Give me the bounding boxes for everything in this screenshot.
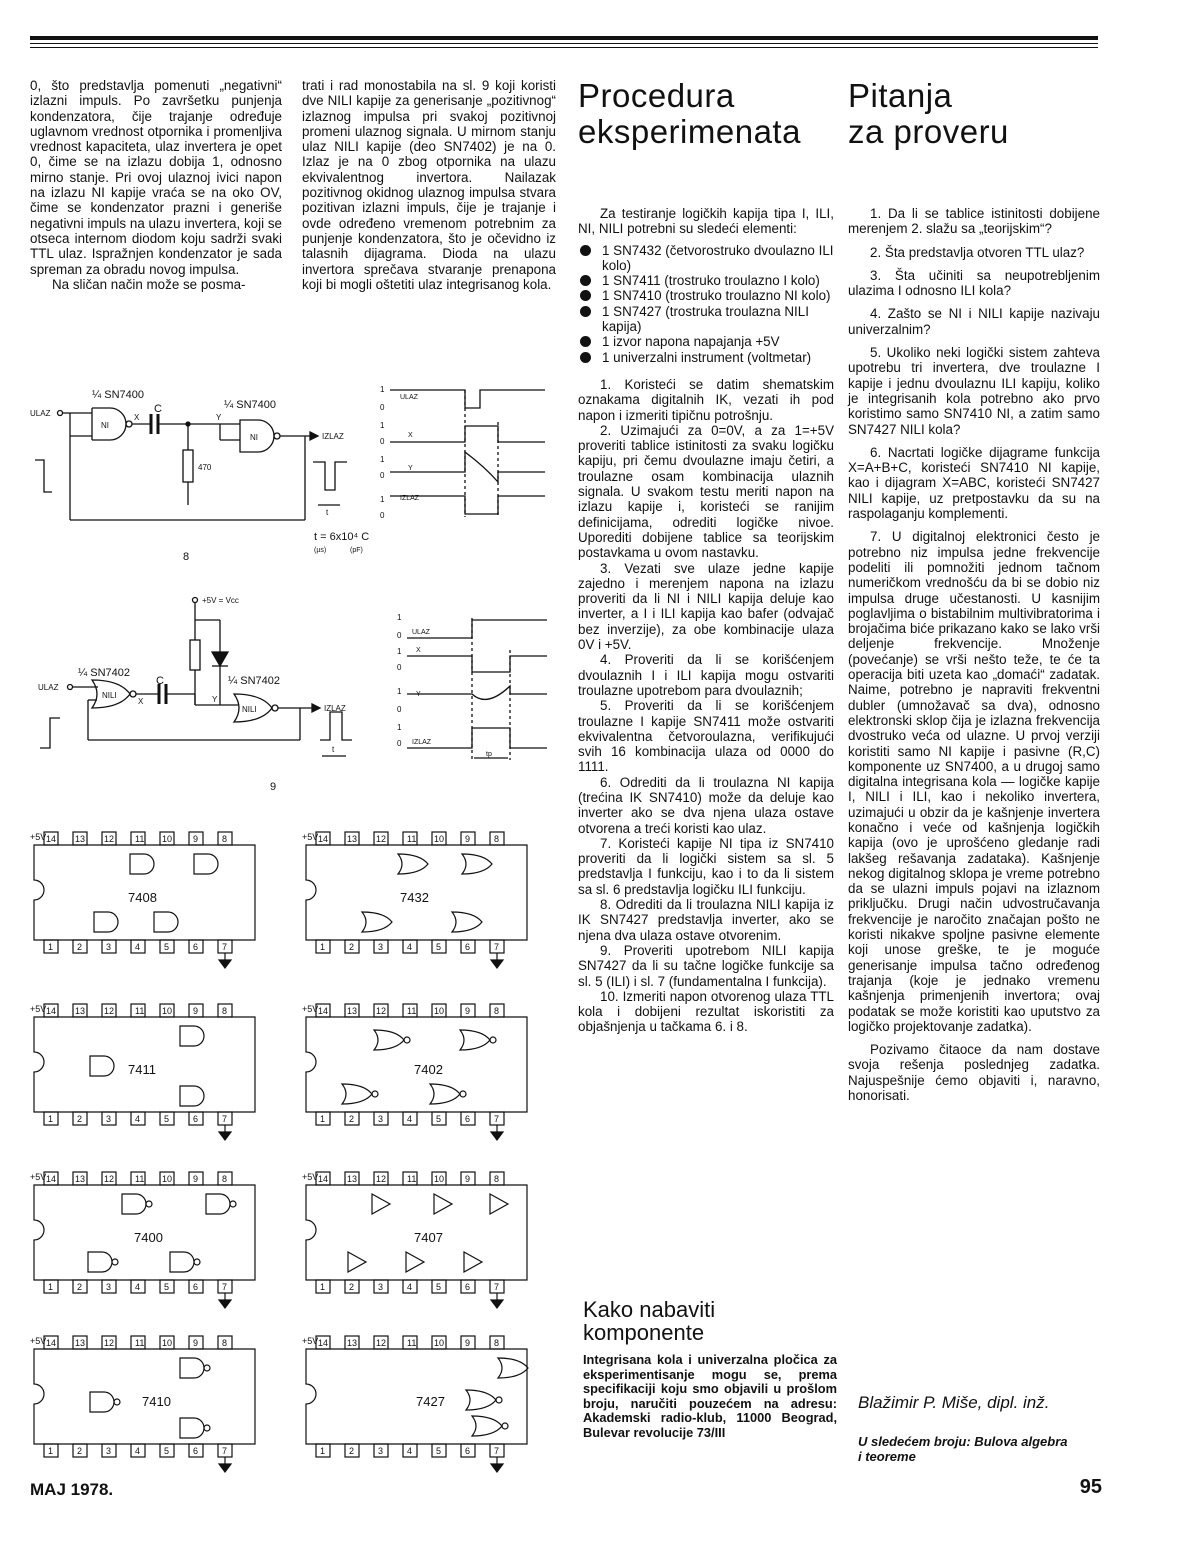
chip-pin: 7 — [222, 1282, 228, 1292]
chip-pin: 12 — [104, 834, 115, 844]
chip-pin: 4 — [135, 1114, 141, 1124]
chip-pin: 3 — [106, 1282, 112, 1292]
chip-pin: 3 — [106, 1114, 112, 1124]
procedure-steps — [578, 377, 834, 1035]
fig8-level: 0 — [380, 403, 385, 412]
chip-pin: 2 — [77, 942, 83, 952]
chip-pin: 10 — [434, 834, 445, 844]
chip-pin: 5 — [164, 1446, 170, 1456]
procedure-step: 3. Vezati sve ulaze jedne kapije zajedno i merenjem napona na izlazu proveriti da li NI i NILI kapija deluje kao inverter, a I i ILI kapija kao bafer (odvajač bez inverzije), za obe kombinacije ulaza 0V i +5V. — [578, 560, 834, 653]
chip-pin: 6 — [465, 1282, 471, 1292]
chip-name: 7407 — [414, 1230, 443, 1245]
chip-pin: 9 — [465, 1338, 471, 1348]
fig9-izlaz-label: IZLAZ — [324, 704, 346, 713]
fig9-level: 0 — [397, 705, 402, 714]
chip-pin: 7 — [494, 942, 500, 952]
chip-pin: 14 — [318, 1338, 329, 1348]
procedure-step: 7. Koristeći kapije NI tipa iz SN7410 proveriti da li logički sistem sa sl. 5 predstavlja I funkciju, kao i to da li sistem sa sl. 6 predstavlja logičku ILI funkciju. — [578, 835, 834, 897]
fig9-vcc-label: +5V = Vcc — [202, 596, 239, 605]
chip-vcc-label: +5V — [30, 832, 47, 842]
figure-8-waveforms — [380, 382, 550, 527]
order-title-line-2: komponente — [583, 1320, 705, 1345]
procedure-title-line-2: eksperimenata — [578, 113, 801, 150]
figure-9-schematic — [30, 590, 390, 795]
chip-pin: 6 — [193, 1114, 199, 1124]
procedure-intro: Za testiranje logičkih kapija tipa I, ILI, NI, NILI potrebni su sledeći elementi: — [578, 206, 834, 237]
procedure-step: 8. Odrediti da li troulazna NILI kapija iz IK SN7427 predstavlja inverter, ako se njena dva ulaza ostave otvorenim. — [578, 897, 834, 943]
fig9-wave-label: Y — [416, 691, 421, 698]
chip-pin: 13 — [347, 1338, 358, 1348]
question-item: 6. Nacrtati logičke dijagrame funkcija X=A+B+C, koristeći SN7410 NI kapije, kao i dijagram X=ABC, koristeći SN7427 NILI kapije, uz pretpostavku da su na raspolaganju komplementi. — [848, 444, 1100, 522]
chip-pin: 7 — [494, 1282, 500, 1292]
chip-pin: 7 — [494, 1446, 500, 1456]
question-item: 3. Šta učiniti sa neupotrebljenim ulazima I odnosno ILI kola? — [848, 267, 1100, 299]
fig8-formula: t = 6x10⁴ C — [314, 531, 370, 543]
fig8-wave-label: ULAZ — [400, 394, 418, 401]
chip-pin: 4 — [407, 1114, 413, 1124]
next-issue-line-1: U sledećem broju: Bulova algebra — [858, 1434, 1068, 1449]
closing-paragraph: Pozivamo čitaoce da nam dostave svoja rešenja poslednjeg zadatka. Najuspešnije ćemo objaviti i, naravno, honorisati. — [848, 1042, 1100, 1104]
next-issue-note — [858, 1434, 1068, 1464]
fig8-gate-label-a: NI — [101, 421, 109, 430]
chip-pin: 14 — [318, 1174, 329, 1184]
question-item: 4. Zašto se NI i NILI kapije nazivaju univerzalnim? — [848, 306, 1100, 337]
chip-vcc-label: +5V — [302, 1336, 319, 1346]
chip-pin: 8 — [494, 1174, 500, 1184]
chip-name: 7410 — [142, 1394, 171, 1409]
order-text: Integrisana kola i univerzalna pločica za eksperimentisanje mogu se, prema specifikaciji koju smo objavili u prošlom broju, naručiti pouzećem na adresu: Akademski radio-klub, 11000 Beograd, Bulevar revolucije 73/III — [583, 1352, 837, 1440]
chip-pin: 10 — [162, 834, 173, 844]
header-rule-thick — [30, 36, 1098, 40]
chip-pin: 8 — [222, 1174, 228, 1184]
procedure-step: 9. Proveriti upotrebom NILI kapija SN7427 da li su tačne logičke funkcije sa sl. 5 (ILI) i sl. 7 (fundamentalna I funkcija). — [578, 942, 834, 989]
fig9-level: 1 — [397, 647, 402, 656]
page-number: 95 — [1079, 1476, 1102, 1498]
chip-pin: 10 — [434, 1006, 445, 1016]
component-item: 1 izvor napona napajanja +5V — [578, 334, 834, 349]
chip-name: 7400 — [134, 1230, 163, 1245]
chip-pin: 11 — [135, 834, 145, 844]
chip-vcc-label: +5V — [30, 1172, 47, 1182]
procedure-step: 6. Odrediti da li troulazna NI kapija (trećina IK SN7410) može da deluje kao inverter ako se dva njena ulaza ostave otvorena a treći koristi kao ulaz. — [578, 774, 834, 836]
chip-pin: 13 — [75, 1338, 86, 1348]
chip-pin: 14 — [318, 834, 329, 844]
question-item: 1. Da li se tablice istinitosti dobijene merenjem 2. slažu sa „teorijskim“? — [848, 206, 1100, 237]
fig8-number: 8 — [183, 551, 190, 563]
chip-pin: 2 — [77, 1282, 83, 1292]
chip-name: 7408 — [128, 890, 157, 905]
chip-pin: 8 — [222, 1006, 228, 1016]
column-1 — [30, 78, 282, 292]
ic-chip-7427 — [302, 1332, 542, 1480]
ic-chip-7411 — [30, 1000, 270, 1148]
chip-pin: 8 — [494, 1338, 500, 1348]
fig8-label-quarter-a: ¼ SN7400 — [92, 389, 144, 401]
chip-pin: 1 — [48, 1114, 54, 1124]
chip-pin: 13 — [347, 834, 358, 844]
chip-pin: 7 — [494, 1114, 500, 1124]
chip-pin: 11 — [407, 1338, 417, 1348]
fig8-level: 1 — [380, 495, 385, 504]
chip-pin: 14 — [46, 1338, 57, 1348]
chip-pin: 2 — [349, 942, 355, 952]
component-item: 1 SN7411 (trostruko troulazno I kolo) — [578, 273, 834, 288]
author-name: Blažimir P. Miše, dipl. inž. — [858, 1393, 1050, 1412]
chip-pin: 9 — [193, 834, 199, 844]
fig8-level: 0 — [380, 437, 385, 446]
fig9-c-label: C — [156, 675, 164, 687]
ic-chip-7432 — [302, 828, 542, 976]
fig9-y-label: Y — [212, 695, 218, 704]
fig9-x-label: X — [138, 697, 144, 706]
ic-chip-7408 — [30, 828, 270, 976]
chip-pin: 6 — [465, 942, 471, 952]
chip-pin: 12 — [376, 1174, 387, 1184]
component-list — [578, 243, 834, 365]
fig9-label-quarter-a: ¼ SN7402 — [78, 667, 130, 679]
chip-vcc-label: +5V — [30, 1336, 47, 1346]
chip-name: 7411 — [128, 1062, 156, 1077]
fig8-level: 0 — [380, 511, 385, 520]
fig9-tp-label: tp — [486, 751, 492, 758]
chip-pin: 4 — [407, 942, 413, 952]
chip-pin: 12 — [104, 1174, 115, 1184]
fig9-ulaz-label: ULAZ — [38, 683, 59, 692]
chip-pin: 11 — [407, 1174, 417, 1184]
ic-chip-7407 — [302, 1168, 542, 1316]
chip-pin: 12 — [376, 1006, 387, 1016]
fig8-unit-pf: (pF) — [350, 547, 363, 554]
chip-pin: 13 — [347, 1006, 358, 1016]
component-item: 1 SN7427 (trostruka troulazna NILI kapija) — [578, 304, 834, 335]
chip-pin: 2 — [349, 1446, 355, 1456]
chip-name: 7427 — [416, 1394, 445, 1409]
ic-chip-7402 — [302, 1000, 542, 1148]
chip-name: 7402 — [414, 1062, 443, 1077]
component-item: 1 univerzalni instrument (voltmetar) — [578, 350, 834, 365]
chip-pin: 9 — [465, 1006, 471, 1016]
chip-pin: 6 — [193, 1282, 199, 1292]
fig9-gate-label-a: NILI — [102, 691, 117, 700]
chip-pin: 3 — [378, 942, 384, 952]
fig8-ulaz-label: ULAZ — [30, 409, 51, 418]
chip-pin: 6 — [193, 942, 199, 952]
fig8-izlaz-label: IZLAZ — [322, 432, 344, 441]
component-item: 1 SN7432 (četvorostruko dvoulazno ILI kolo) — [578, 243, 834, 274]
column-4 — [848, 206, 1100, 1103]
fig8-c-label: C — [154, 403, 162, 415]
chip-pin: 2 — [349, 1114, 355, 1124]
chip-pin: 9 — [193, 1006, 199, 1016]
chip-pin: 2 — [77, 1446, 83, 1456]
chip-pin: 1 — [48, 1282, 54, 1292]
chip-pin: 9 — [465, 834, 471, 844]
fig9-level: 0 — [397, 739, 402, 748]
chip-pin: 13 — [75, 1006, 86, 1016]
question-item: 5. Ukoliko neki logički sistem zahteva upotrebu tri invertera, dve troulazne I kapije i jednu dvoulaznu ILI kapiju, koliko je integrisanih kola potrebno ako prvo koristimo samo SN7410 NI, a zatim samo SN7427 NILI kola? — [848, 345, 1100, 437]
figure-9-waveforms — [392, 610, 552, 765]
chip-pin: 10 — [162, 1174, 173, 1184]
chip-pin: 8 — [494, 834, 500, 844]
fig9-wave-label: X — [416, 647, 421, 654]
fig9-level: 0 — [397, 631, 402, 640]
chip-pin: 4 — [407, 1282, 413, 1292]
chip-pin: 12 — [376, 1338, 387, 1348]
chip-pin: 6 — [193, 1446, 199, 1456]
fig8-level: 0 — [380, 471, 385, 480]
chip-pin: 11 — [407, 834, 417, 844]
fig9-level: 1 — [397, 723, 402, 732]
fig8-wave-label: Y — [408, 465, 413, 472]
questions-title-line-2: za proveru — [848, 113, 1009, 150]
fig8-level: 1 — [380, 455, 385, 464]
chip-vcc-label: +5V — [302, 832, 319, 842]
chip-pin: 1 — [320, 1282, 326, 1292]
chip-pin: 14 — [46, 834, 57, 844]
chip-pin: 7 — [222, 1446, 228, 1456]
fig9-t-label: t — [332, 745, 335, 754]
chip-pin: 10 — [434, 1174, 445, 1184]
fig9-label-quarter-b: ¼ SN7402 — [228, 675, 280, 687]
chip-pin: 5 — [436, 942, 442, 952]
chip-pin: 1 — [48, 942, 54, 952]
header-rule-thin-2 — [30, 47, 1098, 48]
component-item: 1 SN7410 (trostruko troulazno NI kolo) — [578, 288, 834, 303]
order-title-line-1: Kako nabaviti — [583, 1297, 716, 1322]
chip-pin: 1 — [320, 1446, 326, 1456]
chip-pin: 8 — [222, 834, 228, 844]
procedure-step: 2. Uzimajući za 0=0V, a za 1=+5V proveriti tablice istinitosti za svaku logičku kapiju, pri čemu dvoulazne imaju četiri, a troulazne osam kombinacija ulaznih signala. U svakom testu meriti napon na izlazu kapije i, koristeći se ranijim definicijama, odrediti logičke nivoe. Uporediti dobijene tablice sa teorijskim postavkama u ovom nastavku. — [578, 422, 834, 561]
chip-pin: 11 — [135, 1174, 145, 1184]
chip-pin: 9 — [465, 1174, 471, 1184]
chip-pin: 3 — [106, 942, 112, 952]
chip-pin: 12 — [104, 1006, 115, 1016]
chip-name: 7432 — [400, 890, 429, 905]
chip-pin: 3 — [378, 1446, 384, 1456]
chip-vcc-label: +5V — [302, 1004, 319, 1014]
figure-8-schematic — [30, 380, 380, 565]
chip-pin: 12 — [104, 1338, 115, 1348]
fig8-y-label: Y — [216, 413, 222, 422]
chip-pin: 1 — [320, 1114, 326, 1124]
chip-pin: 1 — [320, 942, 326, 952]
next-issue-line-2: i teoreme — [858, 1449, 916, 1464]
col1-paragraph-2: Na sličan način može se posma- — [52, 276, 246, 292]
chip-pin: 10 — [434, 1338, 445, 1348]
fig8-resistor-label: 470 — [198, 463, 212, 472]
chip-pin: 8 — [494, 1006, 500, 1016]
chip-pin: 6 — [465, 1446, 471, 1456]
chip-pin: 6 — [465, 1114, 471, 1124]
header-rule-thin — [30, 43, 1098, 44]
chip-vcc-label: +5V — [30, 1004, 47, 1014]
fig8-label-quarter-b: ¼ SN7400 — [224, 399, 276, 411]
question-item: 2. Šta predstavlja otvoren TTL ulaz? — [870, 244, 1085, 260]
chip-pin: 11 — [135, 1006, 145, 1016]
fig9-gate-label-b: NILI — [242, 705, 257, 714]
chip-pin: 13 — [347, 1174, 358, 1184]
chip-pin: 4 — [135, 1446, 141, 1456]
chip-pin: 5 — [164, 942, 170, 952]
chip-pin: 1 — [48, 1446, 54, 1456]
fig8-level: 1 — [380, 421, 385, 430]
questions-list — [848, 206, 1100, 1034]
chip-pin: 13 — [75, 1174, 86, 1184]
chip-pin: 4 — [135, 942, 141, 952]
ic-chip-7400 — [30, 1168, 270, 1316]
fig8-gate-label-b: NI — [250, 433, 258, 442]
col1-paragraph-1: 0, što predstavlja pomenuti „negativni“ izlazni impuls. Po završetku punjenja kondenzatora, čije trajanje određuje uglavnom vrednost otpornika i promenljiva vrednost kapaciteta, ulaz invertera je opet 0, čime se na izlazu dobija 1, odnosno mirno stanje. Pri ovoj ulaznoj ivici napon na izlazu NI kapije vraća se na oko OV, čime se kondenzator prazni i generiše negativni impuls na ulazu invertera, koji se otseca internom diodom koju sadrži svaki TTL ulaz. Ispražnjen kondenzator je sada spreman za obradu novog impulsa. — [30, 78, 282, 277]
fig8-level: 1 — [380, 385, 385, 394]
fig9-number: 9 — [270, 781, 277, 793]
chip-pin: 14 — [46, 1174, 57, 1184]
chip-pin: 4 — [135, 1282, 141, 1292]
chip-pin: 8 — [222, 1338, 228, 1348]
chip-vcc-label: +5V — [302, 1172, 319, 1182]
chip-pin: 9 — [193, 1174, 199, 1184]
chip-pin: 3 — [378, 1114, 384, 1124]
chip-pin: 7 — [222, 1114, 228, 1124]
procedure-step: 10. Izmeriti napon otvorenog ulaza TTL kola i dobijeni rezultat iskoristiti za objašnjenja u tačkama 6. i 8. — [578, 988, 834, 1035]
column-3 — [578, 206, 834, 1035]
footer-date: MAJ 1978. — [30, 1480, 114, 1499]
question-item: 7. U digitalnoj elektronici često je potrebno niz impulsa jedne frekvencije podeliti ili pomnožiti jednom tačnom numeričkom vrednošću da bi se dobio niz impulsa druge učestanosti. U kasnijim poglavljima o bistabilnim multivibratorima i brojačima biće prikazano kako se lako vrši deljenje frekvencije. Množenje (povećanje) se vrši nešto teže, te će ta operacija biti uzeta kao „domaći“ zadatak. Naime, potrebno je napraviti frekventni dubler (umnožavač sa dva), odnosno elektronski sklop čija je izlazna frekvencija dvostruko veća od ulazne. U prvoj verziji koristiti samo NI kapije i pasivne (R,C) komponente uz SN7400, a u drugoj samo digitalna integrisana kola — logičke kapije I, NILI i ILI, kao i nekoliko invertera, uzimajući u obzir da je kašnjenje invertera konačno i veće od kašnjenja logičkih kapija (ovo je uprošćeno gledanje radi lakšeg rešavanja zadataka). Kašnjenje nekog digitalnog sklopa je vreme potrebno da se ulazni impuls pojavi na izlaznom priključku. Drugi način udvostručavanja frekvencije je naročito značajan pošto ne koristi nikakve spoljne pasivne elemente koji unose greške, te je moguće generisanje impulsa tačno određenog trajanja (koje je jednako vremenu kašnjenja primenjenih invertora; ovaj podatak se može koristiti kao uputstvo za logičko projektovanje zadatka). — [848, 529, 1100, 1034]
chip-pin: 11 — [407, 1006, 417, 1016]
procedure-step: 4. Proveriti da li se korišćenjem dvoulaznih I i ILI kapija mogu ostvariti troulazne upotrebom para dvoulaznih; — [578, 652, 834, 698]
questions-title-line-1: Pitanja — [848, 77, 953, 114]
chip-pin: 12 — [376, 834, 387, 844]
ic-chip-7410 — [30, 1332, 270, 1480]
column-2 — [302, 78, 556, 292]
chip-pin: 14 — [318, 1006, 329, 1016]
fig9-wave-label: IZLAZ — [412, 739, 432, 746]
chip-pin: 3 — [106, 1446, 112, 1456]
fig8-t-label: t — [326, 508, 329, 517]
fig8-wave-label: IZLAZ — [400, 495, 420, 502]
fig9-level: 1 — [397, 613, 402, 622]
chip-pin: 7 — [222, 942, 228, 952]
procedure-title-line-1: Procedura — [578, 77, 735, 114]
chip-pin: 9 — [193, 1338, 199, 1348]
col2-paragraph-1: trati i rad monostabila na sl. 9 koji koristi dve NILI kapije za generisanje „pozitivnog“ izlaznog impulsa pri svakoj pozitivnoj promeni ulaznog signala. U mirnom stanju ulaz NILI kapije (deo SN7402) je na 0. Izlaz je na 0 zbog otpornika na ulazu ekvivalentnog invertora. Nailazak pozitivnog okidnog ulaznog impulsa stvara pozitivan izlazni impuls, čije je trajanje i ovde određeno vremenom potrebnim za punjenje kondenzatora, što je očevidno iz talasnih dijagrama. Dioda na ulazu invertora sprečava stvaranje prenapona koji bi mogli oštetiti ulaz integrisanog kola. — [302, 78, 556, 292]
procedure-step: 1. Koristeći se datim shematskim oznakama digitalnih IK, vezati ih pod napon i izmeriti tipičnu potrošnju. — [578, 376, 834, 423]
chip-pin: 5 — [436, 1446, 442, 1456]
chip-pin: 2 — [349, 1282, 355, 1292]
chip-pin: 5 — [436, 1114, 442, 1124]
fig8-wave-label: X — [408, 432, 413, 439]
chip-pin: 5 — [164, 1114, 170, 1124]
fig8-unit-us: (µs) — [314, 547, 327, 554]
chip-pin: 10 — [162, 1006, 173, 1016]
fig9-level: 0 — [397, 663, 402, 672]
fig8-x-label: X — [134, 413, 140, 422]
chip-pin: 5 — [436, 1282, 442, 1292]
chip-pin: 3 — [378, 1282, 384, 1292]
chip-pin: 10 — [162, 1338, 173, 1348]
chip-pin: 13 — [75, 834, 86, 844]
chip-pin: 11 — [135, 1338, 145, 1348]
fig9-wave-label: ULAZ — [412, 629, 430, 636]
chip-pin: 5 — [164, 1282, 170, 1292]
procedure-step: 5. Proveriti da li se korišćenjem troulazne I kapije SN7411 može ostvariti ekvivalentna četvoroulazna, verifikujući svih 16 kombinacija ulaza od 0000 do 1111. — [578, 698, 834, 775]
fig9-level: 1 — [397, 687, 402, 696]
chip-pin: 2 — [77, 1114, 83, 1124]
chip-pin: 4 — [407, 1446, 413, 1456]
chip-pin: 14 — [46, 1006, 57, 1016]
